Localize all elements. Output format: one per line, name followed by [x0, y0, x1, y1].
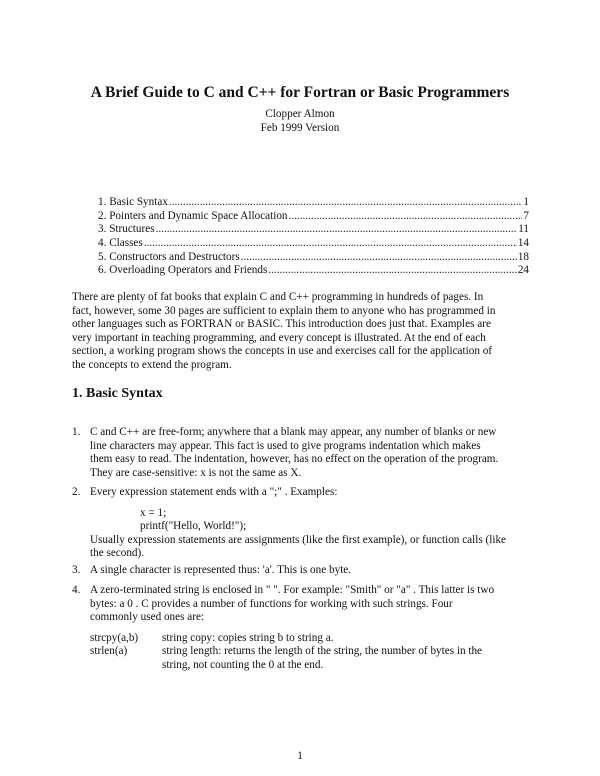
toc-entry-page: 7 [523, 209, 529, 222]
version-line: Feb 1999 Version [260, 122, 340, 134]
function-description-line: string copy: copies string b to string a. [162, 631, 334, 644]
table-of-contents [98, 196, 529, 278]
list-item-line: A zero-terminated string is enclosed in " ". For example: "Smith" or "a" . This latter is two [90, 584, 495, 596]
list-item-number: 3. [72, 564, 81, 576]
page-number: 1 [297, 750, 303, 762]
toc-entry-label: 3. Structures [98, 223, 155, 236]
toc-leader-dots [289, 210, 523, 224]
list-item-line: Every expression statement ends with a ";" . Examples: [90, 486, 338, 498]
author-name: Clopper Almon [265, 108, 335, 120]
toc-entry-page: 14 [517, 237, 529, 250]
toc-entry[interactable] [98, 264, 529, 278]
toc-leader-dots [268, 264, 516, 278]
list-item-line: C and C++ are free-form; anywhere that a blank may appear, any number of blanks or new [90, 426, 497, 438]
intro-line: other languages such as FORTRAN or BASIC. This introduction does just that. Examples are [72, 318, 491, 331]
code-line: printf("Hello, World!"); [140, 520, 247, 533]
toc-entry[interactable] [98, 237, 529, 251]
list-item-line: the second). [90, 547, 145, 560]
toc-entry-page: 11 [518, 223, 529, 236]
intro-line: fact, however, some 30 pages are sufficient to explain them to anyone who has programmed in [72, 304, 496, 317]
list-item [72, 426, 542, 480]
list-item-body [90, 426, 542, 480]
toc-entry-label: 1. Basic Syntax [98, 196, 168, 208]
function-name: strcpy(a,b) [90, 631, 139, 644]
toc-leader-dots [169, 196, 522, 210]
section-heading: 1. Basic Syntax [72, 386, 163, 401]
list-item-number: 4. [72, 584, 81, 596]
list-item [72, 584, 542, 673]
toc-entry-page: 18 [517, 250, 529, 263]
toc-leader-dots [144, 237, 517, 251]
toc-entry-label: 5. Constructors and Destructors [98, 250, 240, 263]
list-item [72, 564, 542, 578]
function-description [162, 645, 542, 672]
list-item-body [90, 584, 542, 673]
toc-entry-label: 6. Overloading Operators and Friends [98, 264, 268, 277]
list-item-body [90, 486, 542, 561]
list-item-line: They are case-sensitive: x is not the same as X. [90, 466, 302, 479]
toc-entry-page: 24 [517, 264, 529, 277]
list-item-line: Usually expression statements are assignments (like the first example), or function calls (like [90, 533, 506, 546]
code-line: x = 1; [140, 506, 167, 519]
function-entry [90, 645, 542, 672]
intro-line: very important in teaching programming, and every concept is illustrated. At the end of each [72, 331, 486, 344]
toc-entry[interactable] [98, 196, 529, 210]
toc-leader-dots [241, 251, 517, 265]
toc-entry-label: 4. Classes [98, 237, 143, 250]
function-entry [90, 632, 542, 646]
toc-entry[interactable] [98, 251, 529, 265]
list-item-line: A single character is represented thus: 'a'. This is one byte. [90, 564, 352, 576]
toc-entry[interactable] [98, 223, 529, 237]
intro-line: section, a working program shows the concepts in use and exercises call for the application of [72, 345, 493, 358]
function-description-line: string length: returns the length of the string, the number of bytes in the [162, 645, 483, 658]
function-description-line: string, not counting the 0 at the end. [162, 658, 324, 671]
list-item-line: them easy to read. The indentation, however, has no effect on the operation of the program. [90, 453, 499, 466]
toc-entry-page: 1 [523, 196, 529, 208]
list-item [72, 486, 542, 561]
intro-line: There are plenty of fat books that explain C and C++ programming in hundreds of pages. In [72, 291, 484, 303]
toc-entry-label: 2. Pointers and Dynamic Space Allocation [98, 209, 288, 222]
list-item-line: bytes: a 0 . C provides a number of functions for working with such strings. Four [90, 597, 453, 610]
list-item-number: 1. [72, 426, 81, 438]
function-name: strlen(a) [90, 645, 128, 658]
intro-paragraph [72, 291, 542, 373]
list-item-line: commonly used ones are: [90, 611, 205, 624]
list-item-line: line characters may appear. This fact is used to give programs indentation which makes [90, 439, 481, 452]
intro-line: the concepts to extend the program. [72, 358, 232, 371]
list-item-body [90, 564, 542, 578]
function-description [162, 632, 542, 646]
list-item-number: 2. [72, 486, 81, 498]
toc-entry[interactable] [98, 210, 529, 224]
document-title: A Brief Guide to C and C++ for Fortran or Basic Programmers [90, 84, 510, 101]
toc-leader-dots [156, 223, 518, 237]
